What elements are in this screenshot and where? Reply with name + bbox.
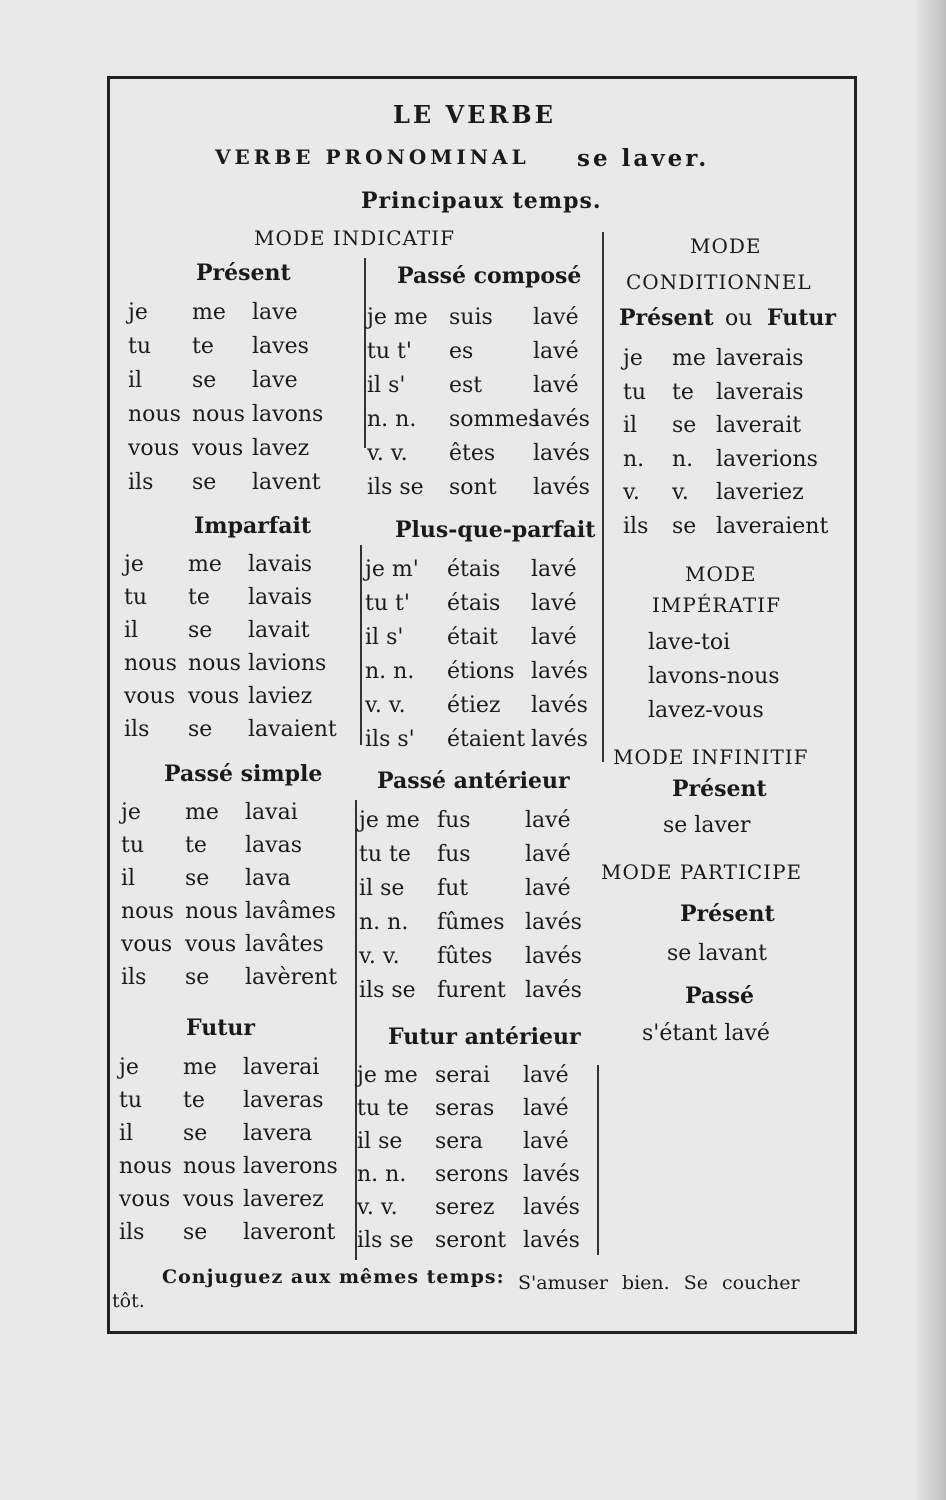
present-cell: ils: [128, 470, 154, 495]
passe-anterieur-cell: n. n.: [359, 910, 409, 935]
indicatif-mode-label: MODE INDICATIF: [254, 226, 455, 250]
conditionnel-cell: tu: [623, 379, 647, 405]
passe-compose-cell: il s': [367, 373, 406, 398]
passe-simple-cell: nous: [121, 899, 174, 924]
passe-simple-heading: Passé simple: [164, 761, 323, 787]
imparfait-cell: ils: [124, 717, 150, 742]
plus-que-parfait-cell: lavés: [531, 727, 588, 752]
conditionnel-cell: laveraient: [716, 513, 829, 539]
passe-anterieur-cell: je me: [359, 808, 420, 833]
passe-anterieur-cell: lavé: [525, 808, 571, 833]
futur-cell: je: [119, 1055, 139, 1080]
futur-cell: laverez: [243, 1187, 324, 1212]
imparfait-cell: me: [188, 552, 222, 577]
participe-present-heading: Présent: [680, 901, 775, 927]
infinitif-heading: Présent: [672, 776, 767, 802]
conditionnel-cell: v.: [623, 480, 640, 505]
passe-simple-cell: lavâmes: [245, 899, 336, 924]
plus-que-parfait-cell: étions: [447, 659, 515, 684]
present-cell: te: [192, 334, 214, 359]
present-cell: lavons: [252, 402, 324, 427]
futur-anterieur-cell: lavé: [523, 1096, 569, 1121]
futur-anterieur-cell: seront: [435, 1228, 507, 1253]
present-heading: Présent: [196, 260, 291, 286]
passe-simple-cell: il: [121, 866, 136, 891]
imparfait-cell: lavions: [248, 651, 327, 676]
passe-anterieur-cell: lavés: [525, 944, 582, 969]
passe-simple-cell: te: [185, 833, 207, 858]
futur-anterieur-cell: v. v.: [357, 1195, 398, 1220]
footer-bold: Conjuguez aux mêmes temps:: [162, 1266, 505, 1288]
footer-text-2: tôt.: [112, 1290, 145, 1312]
present-cell: vous: [128, 436, 180, 461]
passe-compose-cell: je me: [367, 305, 428, 330]
passe-compose-cell: sommes: [449, 407, 540, 432]
passe-anterieur-cell: v. v.: [359, 944, 400, 969]
conditionnel-cell: laverions: [716, 446, 818, 472]
conditionnel-cell: il: [623, 413, 638, 438]
imparfait-cell: vous: [188, 684, 240, 709]
conditionnel-cell: laveriez: [716, 480, 804, 505]
passe-compose-cell: es: [449, 339, 474, 364]
futur-anterieur-cell: tu te: [357, 1096, 409, 1121]
futur-cell: te: [183, 1088, 205, 1113]
passe-compose-cell: lavés: [533, 475, 590, 500]
present-cell: laves: [252, 334, 309, 359]
futur-anterieur-cell: il se: [357, 1129, 403, 1154]
conditionnel-cell: me: [672, 346, 706, 371]
imperatif-mode-line1: MODE: [685, 562, 757, 586]
futur-cell: il: [119, 1121, 134, 1146]
passe-simple-cell: ils: [121, 965, 147, 990]
plus-que-parfait-cell: lavé: [531, 591, 577, 616]
passe-compose-cell: êtes: [449, 441, 496, 466]
present-cell: me: [192, 300, 226, 325]
present-cell: il: [128, 368, 143, 393]
passe-compose-cell: v. v.: [367, 441, 408, 466]
passe-anterieur-cell: fûmes: [437, 910, 505, 935]
footer-text: S'amuser bien. Se coucher: [518, 1272, 800, 1294]
futur-anterieur-cell: serai: [435, 1063, 490, 1088]
imperatif-mode-line2: IMPÉRATIF: [652, 593, 781, 617]
passe-anterieur-cell: fus: [437, 808, 471, 833]
conditionnel-cell: je: [623, 346, 643, 371]
passe-compose-cell: lavé: [533, 339, 579, 364]
present-cell: vous: [192, 436, 244, 461]
passe-compose-cell: lavé: [533, 305, 579, 330]
passe-anterieur-cell: fut: [437, 876, 469, 901]
tenses-heading: Principaux temps.: [361, 188, 602, 214]
imparfait-cell: te: [188, 585, 210, 610]
imperatif-form-3: lavez-vous: [648, 698, 764, 723]
plus-que-parfait-cell: ils s': [365, 727, 415, 752]
participe-passe-form: s'étant lavé: [642, 1021, 770, 1046]
passe-anterieur-cell: furent: [437, 978, 506, 1003]
imparfait-heading: Imparfait: [194, 513, 312, 539]
imparfait-cell: tu: [124, 585, 148, 610]
passe-simple-cell: vous: [121, 932, 173, 957]
futur-anterieur-cell: lavé: [523, 1129, 569, 1154]
futur-anterieur-cell: lavé: [523, 1063, 569, 1088]
conditionnel-cell: laverais: [716, 379, 804, 405]
futur-cell: vous: [119, 1187, 171, 1212]
conditionnel-cell: n.: [672, 446, 694, 472]
futur-anterieur-cell: ils se: [357, 1228, 414, 1253]
imparfait-cell: nous: [124, 651, 177, 676]
futur-cell: laverons: [243, 1154, 338, 1179]
plus-que-parfait-cell: étiez: [447, 693, 501, 718]
separator-1c: [355, 800, 357, 1260]
infinitif-form: se laver: [663, 813, 751, 838]
futur-cell: laveras: [243, 1088, 324, 1113]
futur-cell: tu: [119, 1088, 143, 1113]
passe-anterieur-cell: fus: [437, 842, 471, 867]
passe-simple-cell: tu: [121, 833, 145, 858]
present-cell: lave: [252, 368, 298, 393]
futur-anterieur-cell: n. n.: [357, 1162, 407, 1187]
passe-anterieur-cell: ils se: [359, 978, 416, 1003]
futur-anterieur-heading: Futur antérieur: [388, 1024, 581, 1050]
passe-compose-cell: ils se: [367, 475, 424, 500]
imparfait-cell: lavais: [248, 585, 313, 610]
imparfait-cell: lavais: [248, 552, 313, 577]
futur-anterieur-cell: lavés: [523, 1228, 580, 1253]
subtitle-verb: se laver.: [577, 145, 710, 172]
passe-simple-cell: me: [185, 800, 219, 825]
passe-anterieur-cell: lavé: [525, 842, 571, 867]
plus-que-parfait-cell: étaient: [447, 727, 526, 752]
passe-anterieur-cell: tu te: [359, 842, 411, 867]
present-cell: tu: [128, 334, 152, 359]
infinitif-mode-label: MODE INFINITIF: [613, 745, 809, 769]
conditionnel-cell: se: [672, 413, 697, 438]
plus-que-parfait-cell: il s': [365, 625, 404, 650]
futur-anterieur-cell: je me: [357, 1063, 418, 1088]
passe-compose-cell: tu t': [367, 339, 412, 364]
participe-mode-label: MODE PARTICIPE: [601, 860, 803, 884]
passe-simple-cell: se: [185, 866, 210, 891]
conditionnel-cell: ils: [623, 513, 649, 539]
futur-cell: lavera: [243, 1121, 313, 1146]
present-cell: lavez: [252, 436, 310, 461]
conditionnel-cell: te: [672, 379, 694, 405]
passe-simple-cell: lavas: [245, 833, 302, 858]
futur-anterieur-cell: sera: [435, 1129, 483, 1154]
present-cell: se: [192, 470, 217, 495]
futur-cell: nous: [183, 1154, 236, 1179]
passe-anterieur-cell: lavé: [525, 876, 571, 901]
plus-que-parfait-cell: lavé: [531, 557, 577, 582]
passe-compose-cell: est: [449, 373, 483, 398]
passe-simple-cell: lava: [245, 866, 291, 891]
separator-1a: [364, 258, 366, 448]
imparfait-cell: lavaient: [248, 717, 337, 742]
present-cell: nous: [192, 402, 245, 427]
passe-simple-cell: nous: [185, 899, 238, 924]
subtitle-label: VERBE PRONOMINAL: [215, 145, 530, 169]
passe-compose-cell: sont: [449, 475, 497, 500]
conditionnel-cell: se: [672, 513, 697, 539]
plus-que-parfait-heading: Plus-que-parfait: [395, 517, 596, 543]
passe-simple-cell: lavâtes: [245, 932, 324, 957]
passe-compose-cell: lavés: [533, 407, 590, 432]
plus-que-parfait-cell: je m': [365, 557, 419, 582]
passe-anterieur-heading: Passé antérieur: [377, 768, 570, 794]
futur-anterieur-cell: serez: [435, 1195, 495, 1220]
futur-cell: laverai: [243, 1055, 320, 1080]
passe-anterieur-cell: lavés: [525, 978, 582, 1003]
imparfait-cell: vous: [124, 684, 176, 709]
conditionnel-cell: laverait: [716, 413, 802, 438]
passe-simple-cell: lavai: [245, 800, 298, 825]
futur-cell: se: [183, 1121, 208, 1146]
imparfait-cell: laviez: [248, 684, 313, 709]
conditionnel-mode-line1: MODE: [690, 234, 762, 258]
passe-compose-cell: n. n.: [367, 407, 417, 432]
conditionnel-cell: n.: [623, 446, 645, 472]
plus-que-parfait-cell: étais: [447, 591, 501, 616]
passe-simple-cell: vous: [185, 932, 237, 957]
futur-cell: laveront: [243, 1220, 336, 1245]
futur-cell: me: [183, 1055, 217, 1080]
plus-que-parfait-cell: lavés: [531, 659, 588, 684]
futur-cell: ils: [119, 1220, 145, 1245]
page-edge: [916, 0, 946, 1500]
present-cell: lavent: [252, 470, 321, 495]
participe-present-form: se lavant: [667, 941, 768, 966]
present-cell: je: [128, 300, 148, 325]
plus-que-parfait-cell: n. n.: [365, 659, 415, 684]
imparfait-cell: lavait: [248, 618, 310, 643]
imparfait-cell: je: [124, 552, 144, 577]
imparfait-cell: se: [188, 618, 213, 643]
passe-compose-heading: Passé composé: [397, 263, 582, 289]
imparfait-cell: se: [188, 717, 213, 742]
passe-anterieur-cell: il se: [359, 876, 405, 901]
imperatif-form-2: lavons-nous: [648, 664, 780, 689]
plus-que-parfait-cell: lavé: [531, 625, 577, 650]
participe-passe-heading: Passé: [685, 983, 754, 1009]
conditionnel-heading-present: Présent: [619, 305, 714, 331]
separator-1b: [360, 545, 362, 745]
plus-que-parfait-cell: tu t': [365, 591, 410, 616]
passe-anterieur-cell: fûtes: [437, 944, 493, 969]
passe-compose-cell: suis: [449, 305, 493, 330]
conditionnel-heading-futur: Futur: [767, 305, 836, 331]
futur-anterieur-cell: lavés: [523, 1162, 580, 1187]
footer-instruction: [162, 1266, 505, 1288]
present-cell: se: [192, 368, 217, 393]
plus-que-parfait-cell: étais: [447, 557, 501, 582]
plus-que-parfait-cell: v. v.: [365, 693, 406, 718]
passe-compose-cell: lavé: [533, 373, 579, 398]
conditionnel-mode-line2: CONDITIONNEL: [626, 270, 812, 294]
separator-2a: [602, 232, 604, 762]
page-title: LE VERBE: [393, 100, 556, 129]
imparfait-cell: il: [124, 618, 139, 643]
imperatif-form-1: lave-toi: [648, 630, 731, 655]
passe-anterieur-cell: lavés: [525, 910, 582, 935]
imparfait-cell: nous: [188, 651, 241, 676]
conditionnel-cell: laverais: [716, 346, 804, 371]
passe-simple-cell: je: [121, 800, 141, 825]
plus-que-parfait-cell: était: [447, 625, 498, 650]
plus-que-parfait-cell: lavés: [531, 693, 588, 718]
futur-anterieur-cell: serons: [435, 1162, 509, 1187]
futur-anterieur-cell: seras: [435, 1096, 495, 1121]
passe-compose-cell: lavés: [533, 441, 590, 466]
present-cell: nous: [128, 402, 181, 427]
conditionnel-heading-ou: ou: [725, 306, 753, 331]
futur-anterieur-cell: lavés: [523, 1195, 580, 1220]
passe-simple-cell: se: [185, 965, 210, 990]
present-cell: lave: [252, 300, 298, 325]
separator-2b: [597, 1065, 599, 1255]
futur-cell: nous: [119, 1154, 172, 1179]
conditionnel-cell: v.: [672, 480, 689, 505]
futur-cell: vous: [183, 1187, 235, 1212]
futur-heading: Futur: [186, 1015, 255, 1041]
futur-cell: se: [183, 1220, 208, 1245]
passe-simple-cell: lavèrent: [245, 965, 338, 990]
